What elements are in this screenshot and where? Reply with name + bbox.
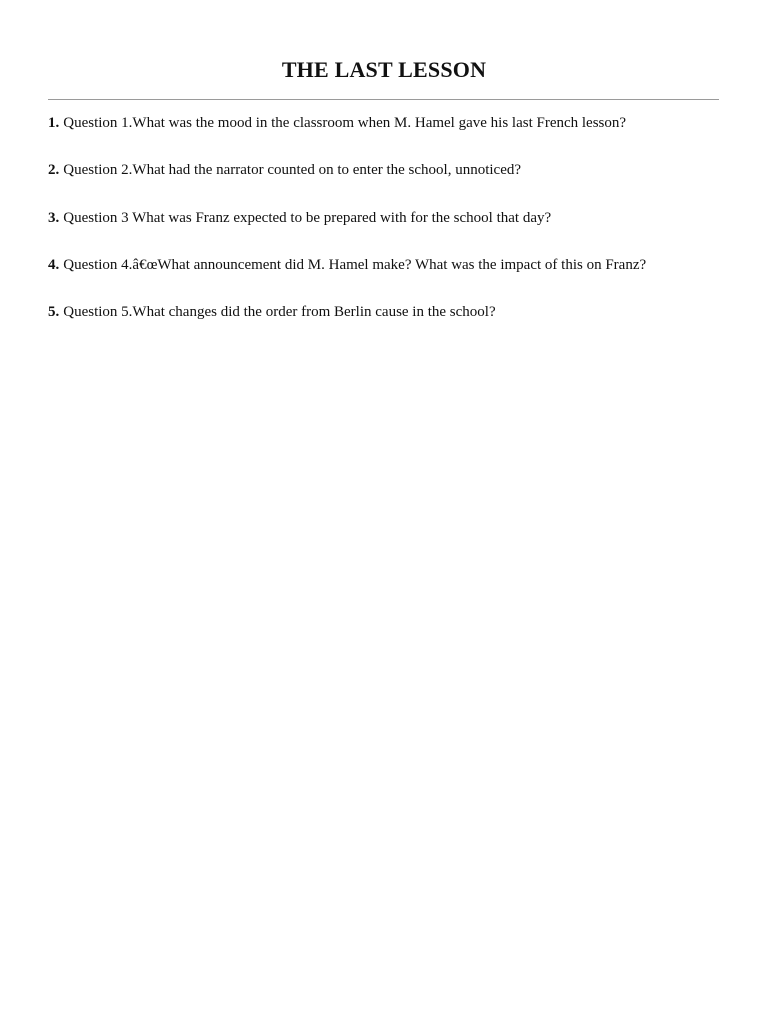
page-title: THE LAST LESSON [281, 57, 487, 82]
question-number: 4. [48, 256, 60, 273]
question-text: Question 2.What had the narrator counted on to enter the school, unnoticed? [63, 162, 522, 179]
question-number: 5. [48, 304, 60, 321]
question-number: 2. [48, 162, 60, 179]
question-item-2 [48, 160, 728, 180]
question-text: Question 3 What was Franz expected to be prepared with for the school that day? [63, 209, 552, 226]
question-text: Question 4.â€œWhat announcement did M. Hamel make? What was the impact of this on Franz? [63, 256, 647, 273]
title-divider [48, 99, 719, 100]
question-item-4 [48, 255, 728, 275]
question-number: 1. [48, 115, 60, 131]
question-list [48, 113, 728, 349]
question-item-5 [48, 302, 728, 322]
question-item-3 [48, 208, 728, 228]
question-item-1 [48, 113, 728, 133]
question-text: Question 1.What was the mood in the classroom when M. Hamel gave his last French lesson? [63, 115, 627, 131]
question-number: 3. [48, 209, 60, 226]
question-text: Question 5.What changes did the order from Berlin cause in the school? [63, 304, 496, 321]
